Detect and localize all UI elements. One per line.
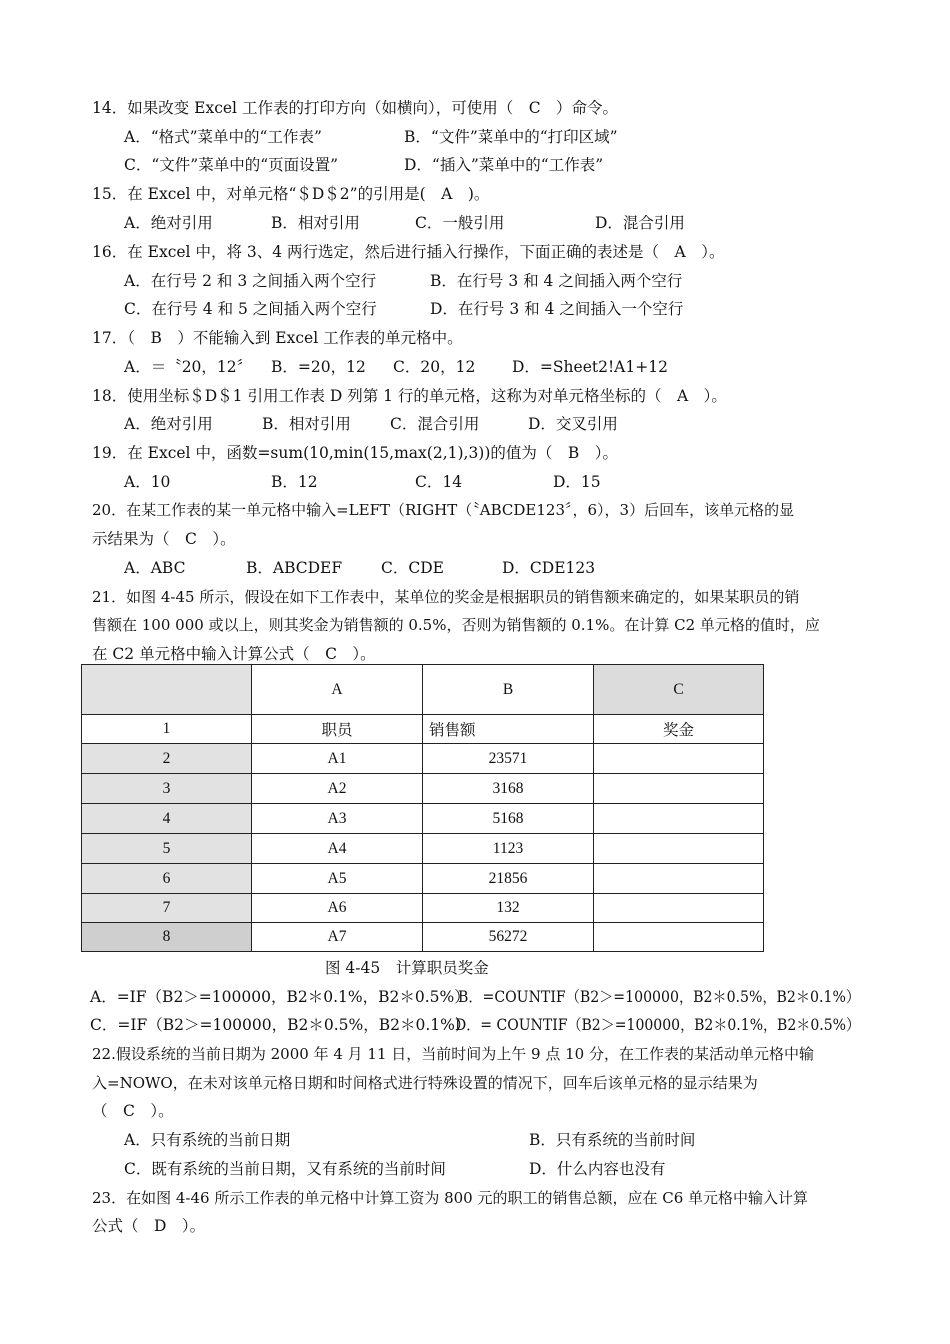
row-header: 1 bbox=[82, 715, 252, 744]
question-23-stem-line-2: 公式（ D ）。 bbox=[92, 1217, 206, 1235]
question-15-option-c: C．一般引用 bbox=[415, 214, 505, 232]
cell-b: 132 bbox=[423, 894, 594, 923]
question-18-option-c: C．混合引用 bbox=[390, 415, 480, 433]
table-row bbox=[82, 894, 764, 923]
question-21-option-b: B．=COUNTIF（B2＞=100000，B2＊0.5%，B2＊0.1%） bbox=[458, 988, 861, 1006]
question-17-option-d: D．=Sheet2!A1+12 bbox=[512, 358, 668, 376]
spreadsheet-table bbox=[81, 664, 764, 952]
cell-c bbox=[594, 894, 764, 923]
row-header: 4 bbox=[82, 804, 252, 834]
question-22-option-b: B．只有系统的当前时间 bbox=[529, 1131, 696, 1149]
cell-a: 职员 bbox=[252, 715, 423, 744]
row-header: 5 bbox=[82, 834, 252, 864]
question-18-option-d: D．交叉引用 bbox=[528, 415, 618, 433]
question-19-option-d: D．15 bbox=[553, 473, 601, 491]
table-row bbox=[82, 834, 764, 864]
question-14-option-d: D．“插入”菜单中的“工作表” bbox=[404, 156, 604, 174]
question-18-option-b: B．相对引用 bbox=[262, 415, 351, 433]
question-14-stem: 14．如果改变 Excel 工作表的打印方向（如横向），可使用（ C ）命令。 bbox=[92, 99, 619, 117]
cell-b: 3168 bbox=[423, 774, 594, 804]
question-19-option-a: A．10 bbox=[124, 473, 171, 491]
question-21-option-a: A．=IF（B2＞=100000，B2＊0.1%，B2＊0.5%） bbox=[90, 988, 470, 1006]
question-21-stem-line-3: 在 C2 单元格中输入计算公式（ C ）。 bbox=[92, 645, 376, 663]
cell-a: A4 bbox=[252, 834, 423, 864]
question-22-stem-line-2: 入=NOWO，在未对该单元格日期和时间格式进行特殊设置的情况下，回车后该单元格的显示结果为 bbox=[92, 1074, 758, 1092]
cell-b: 21856 bbox=[423, 864, 594, 894]
figure-caption: 图 4-45 计算职员奖金 bbox=[325, 959, 489, 977]
question-17-option-c: C．20，12 bbox=[393, 358, 476, 376]
question-20-option-c: C．CDE bbox=[381, 559, 444, 577]
cell-c bbox=[594, 864, 764, 894]
cell-c bbox=[594, 834, 764, 864]
question-16-option-d: D．在行号 3 和 4 之间插入一个空行 bbox=[430, 300, 684, 318]
question-22-stem-line-1: 22.假设系统的当前日期为 2000 年 4 月 11 日，当前时间为上午 9 点 10 分，在工作表的某活动单元格中输 bbox=[92, 1045, 814, 1063]
table-row bbox=[82, 715, 764, 744]
cell-c bbox=[594, 744, 764, 774]
table-row bbox=[82, 744, 764, 774]
row-header: 3 bbox=[82, 774, 252, 804]
cell-c bbox=[594, 774, 764, 804]
question-20-stem-line-1: 20．在某工作表的某一单元格中输入=LEFT（RIGHT（〝ABCDE123〞，6），3）后回车，该单元格的显 bbox=[92, 501, 795, 519]
cell-b: 23571 bbox=[423, 744, 594, 774]
question-20-option-a: A．ABC bbox=[124, 559, 186, 577]
row-header: 2 bbox=[82, 744, 252, 774]
cell-a: A5 bbox=[252, 864, 423, 894]
cell-a: A1 bbox=[252, 744, 423, 774]
table-row bbox=[82, 923, 764, 952]
table-row bbox=[82, 864, 764, 894]
question-21-option-c: C．=IF（B2＞=100000，B2＊0.5%，B2＊0.1%） bbox=[90, 1016, 471, 1034]
question-22-option-c: C．既有系统的当前日期，又有系统的当前时间 bbox=[124, 1160, 446, 1178]
question-17-option-a: A．＝〝20，12〞 bbox=[124, 358, 253, 376]
cell-b: 56272 bbox=[423, 923, 594, 952]
question-23-stem-line-1: 23．在如图 4-46 所示工作表的单元格中计算工资为 800 元的职工的销售总额，应在 C6 单元格中输入计算 bbox=[92, 1189, 809, 1207]
cell-c bbox=[594, 923, 764, 952]
question-15-option-d: D．混合引用 bbox=[595, 214, 685, 232]
table-row bbox=[82, 804, 764, 834]
question-14-option-a: A．“格式”菜单中的“工作表” bbox=[124, 128, 322, 146]
question-22-option-d: D．什么内容也没有 bbox=[529, 1160, 666, 1178]
cell-a: A7 bbox=[252, 923, 423, 952]
question-17-stem: 17．（ B ）不能输入到 Excel 工作表的单元格中。 bbox=[92, 329, 463, 347]
cell-a: A3 bbox=[252, 804, 423, 834]
question-19-option-b: B．12 bbox=[271, 473, 318, 491]
question-15-option-a: A．绝对引用 bbox=[124, 214, 213, 232]
cell-a: A2 bbox=[252, 774, 423, 804]
row-header: 7 bbox=[82, 894, 252, 923]
question-20-option-b: B．ABCDEF bbox=[246, 559, 343, 577]
row-header: 8 bbox=[82, 923, 252, 952]
cell-b: 1123 bbox=[423, 834, 594, 864]
question-16-option-c: C．在行号 4 和 5 之间插入两个空行 bbox=[124, 300, 377, 318]
cell-a: A6 bbox=[252, 894, 423, 923]
question-18-option-a: A．绝对引用 bbox=[124, 415, 213, 433]
question-19-stem: 19．在 Excel 中，函数=sum(10,min(15,max(2,1),3))的值为（ B ）。 bbox=[92, 444, 619, 462]
question-19-option-c: C．14 bbox=[415, 473, 463, 491]
column-header-a: A bbox=[252, 665, 423, 715]
question-22-stem-line-3: （ C ）。 bbox=[92, 1102, 174, 1120]
question-15-option-b: B．相对引用 bbox=[271, 214, 360, 232]
question-16-stem: 16．在 Excel 中，将 3、4 两行选定，然后进行插入行操作，下面正确的表述是（ A ）。 bbox=[92, 243, 725, 261]
question-20-stem-line-2: 示结果为（ C ）。 bbox=[92, 530, 236, 548]
question-22-option-a: A．只有系统的当前日期 bbox=[124, 1131, 291, 1149]
question-14-option-b: B．“文件”菜单中的“打印区域” bbox=[404, 128, 618, 146]
question-18-stem: 18．使用坐标＄D＄1 引用工作表 D 列第 1 行的单元格，这称为对单元格坐标的（ A ）。 bbox=[92, 387, 727, 405]
question-17-option-b: B．=20，12 bbox=[271, 358, 366, 376]
question-16-option-b: B．在行号 3 和 4 之间插入两个空行 bbox=[430, 272, 683, 290]
question-15-stem: 15．在 Excel 中，对单元格“＄D＄2”的引用是( A )。 bbox=[92, 185, 490, 203]
question-20-option-d: D．CDE123 bbox=[502, 559, 596, 577]
question-21-stem-line-2: 售额在 100 000 或以上，则其奖金为销售额的 0.5%，否则为销售额的 0.1%。在计算 C2 单元格的值时，应 bbox=[92, 616, 820, 634]
column-header-b: B bbox=[423, 665, 594, 715]
column-header-c: C bbox=[594, 665, 764, 715]
table-row bbox=[82, 774, 764, 804]
cell-c bbox=[594, 804, 764, 834]
corner-cell bbox=[82, 665, 252, 715]
row-header: 6 bbox=[82, 864, 252, 894]
cell-b: 销售额 bbox=[423, 715, 594, 744]
cell-b: 5168 bbox=[423, 804, 594, 834]
cell-c: 奖金 bbox=[594, 715, 764, 744]
question-16-option-a: A．在行号 2 和 3 之间插入两个空行 bbox=[124, 272, 377, 290]
question-21-option-d: D．= COUNTIF（B2＞=100000，B2＊0.1%，B2＊0.5%） bbox=[455, 1016, 861, 1034]
question-21-stem-line-1: 21．如图 4-45 所示，假设在如下工作表中，某单位的奖金是根据职员的销售额来确定的，如果某职员的销 bbox=[92, 588, 800, 606]
question-14-option-c: C．“文件”菜单中的“页面设置” bbox=[124, 156, 339, 174]
